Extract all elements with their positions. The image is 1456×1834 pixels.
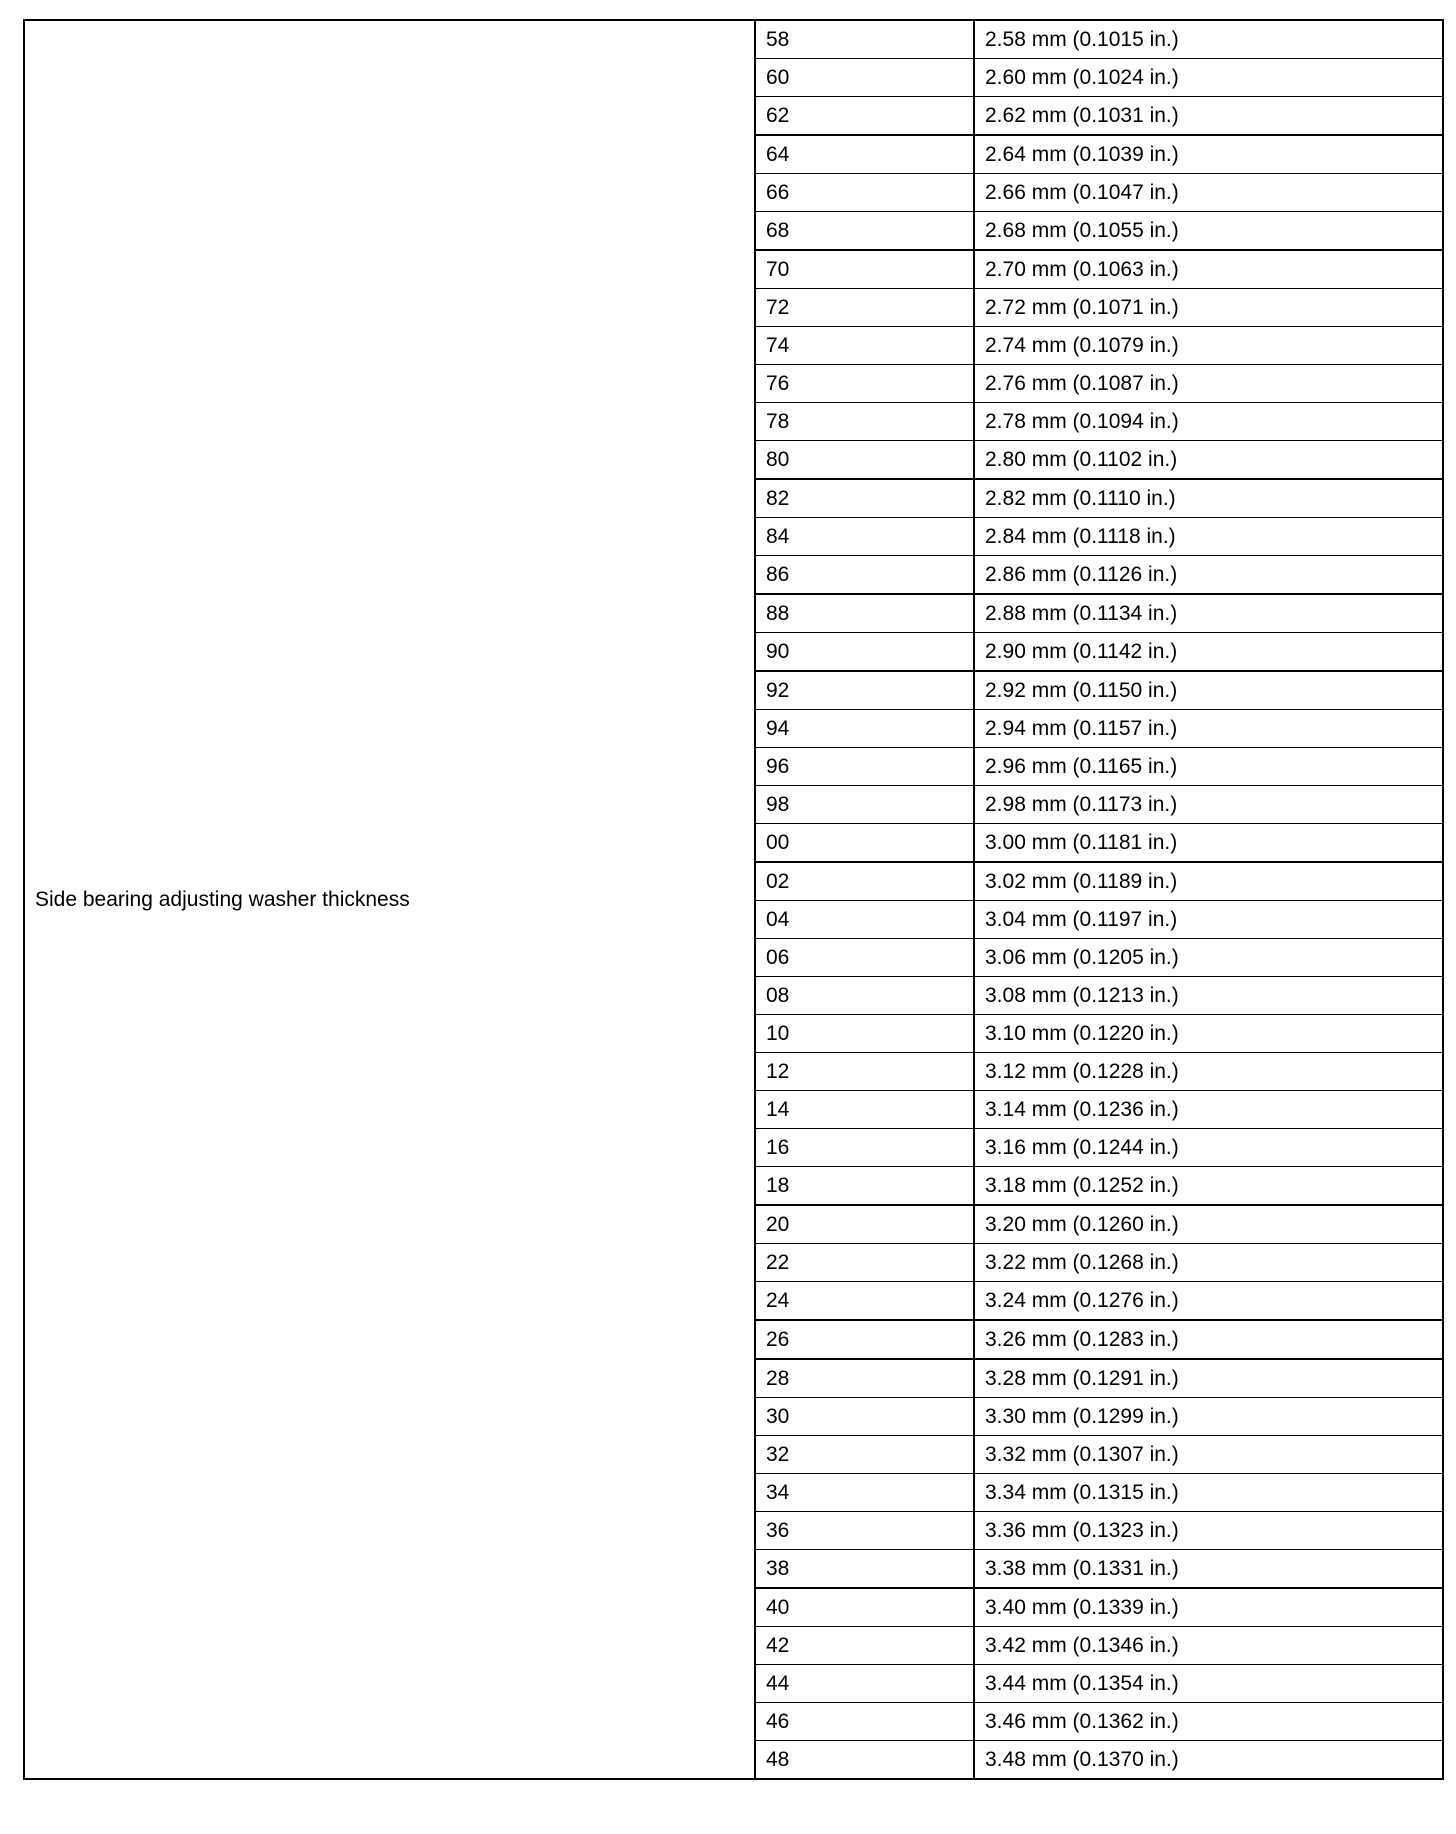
washer-thickness-cell: 2.74 mm (0.1079 in.) — [974, 327, 1443, 365]
washer-thickness-cell: 2.64 mm (0.1039 in.) — [974, 135, 1443, 174]
washer-thickness-cell: 2.76 mm (0.1087 in.) — [974, 365, 1443, 403]
washer-code-cell: 98 — [755, 786, 974, 824]
washer-code-cell: 60 — [755, 59, 974, 97]
washer-code-cell: 10 — [755, 1015, 974, 1053]
washer-thickness-cell: 2.58 mm (0.1015 in.) — [974, 20, 1443, 59]
washer-thickness-cell: 3.48 mm (0.1370 in.) — [974, 1741, 1443, 1780]
washer-thickness-cell: 2.72 mm (0.1071 in.) — [974, 289, 1443, 327]
washer-thickness-cell: 3.30 mm (0.1299 in.) — [974, 1398, 1443, 1436]
washer-code-cell: 38 — [755, 1550, 974, 1589]
washer-thickness-cell: 2.80 mm (0.1102 in.) — [974, 441, 1443, 480]
washer-thickness-cell: 3.34 mm (0.1315 in.) — [974, 1474, 1443, 1512]
washer-code-cell: 62 — [755, 97, 974, 136]
washer-thickness-cell: 2.60 mm (0.1024 in.) — [974, 59, 1443, 97]
washer-thickness-cell: 2.88 mm (0.1134 in.) — [974, 594, 1443, 633]
washer-code-cell: 66 — [755, 174, 974, 212]
washer-code-cell: 90 — [755, 633, 974, 672]
washer-code-cell: 42 — [755, 1627, 974, 1665]
washer-thickness-cell: 3.42 mm (0.1346 in.) — [974, 1627, 1443, 1665]
washer-code-cell: 48 — [755, 1741, 974, 1780]
washer-code-cell: 14 — [755, 1091, 974, 1129]
washer-code-cell: 02 — [755, 862, 974, 901]
washer-thickness-cell: 2.94 mm (0.1157 in.) — [974, 710, 1443, 748]
washer-code-cell: 44 — [755, 1665, 974, 1703]
washer-thickness-cell: 2.70 mm (0.1063 in.) — [974, 250, 1443, 289]
washer-code-cell: 80 — [755, 441, 974, 480]
washer-thickness-cell: 3.14 mm (0.1236 in.) — [974, 1091, 1443, 1129]
washer-code-cell: 96 — [755, 748, 974, 786]
washer-code-cell: 46 — [755, 1703, 974, 1741]
washer-code-cell: 04 — [755, 901, 974, 939]
washer-thickness-cell: 3.20 mm (0.1260 in.) — [974, 1205, 1443, 1244]
washer-code-cell: 40 — [755, 1588, 974, 1627]
washer-thickness-cell: 2.98 mm (0.1173 in.) — [974, 786, 1443, 824]
washer-code-cell: 58 — [755, 20, 974, 59]
washer-code-cell: 78 — [755, 403, 974, 441]
washer-thickness-cell: 3.46 mm (0.1362 in.) — [974, 1703, 1443, 1741]
washer-code-cell: 24 — [755, 1282, 974, 1321]
washer-thickness-cell: 3.00 mm (0.1181 in.) — [974, 824, 1443, 863]
washer-code-cell: 70 — [755, 250, 974, 289]
washer-thickness-cell: 3.32 mm (0.1307 in.) — [974, 1436, 1443, 1474]
washer-code-cell: 12 — [755, 1053, 974, 1091]
washer-thickness-cell: 2.90 mm (0.1142 in.) — [974, 633, 1443, 672]
washer-code-cell: 22 — [755, 1244, 974, 1282]
washer-code-cell: 88 — [755, 594, 974, 633]
washer-thickness-cell: 3.24 mm (0.1276 in.) — [974, 1282, 1443, 1321]
washer-code-cell: 16 — [755, 1129, 974, 1167]
washer-code-cell: 28 — [755, 1359, 974, 1398]
washer-thickness-table — [23, 19, 1444, 1780]
washer-thickness-cell: 3.16 mm (0.1244 in.) — [974, 1129, 1443, 1167]
washer-thickness-cell: 3.28 mm (0.1291 in.) — [974, 1359, 1443, 1398]
washer-code-cell: 08 — [755, 977, 974, 1015]
washer-thickness-cell: 3.44 mm (0.1354 in.) — [974, 1665, 1443, 1703]
washer-thickness-cell: 3.26 mm (0.1283 in.) — [974, 1320, 1443, 1359]
washer-thickness-cell: 3.40 mm (0.1339 in.) — [974, 1588, 1443, 1627]
washer-thickness-cell: 2.82 mm (0.1110 in.) — [974, 479, 1443, 518]
spec-label: Side bearing adjusting washer thickness — [24, 20, 755, 1779]
washer-thickness-cell: 3.36 mm (0.1323 in.) — [974, 1512, 1443, 1550]
washer-code-cell: 30 — [755, 1398, 974, 1436]
washer-thickness-cell: 3.02 mm (0.1189 in.) — [974, 862, 1443, 901]
washer-thickness-cell: 3.12 mm (0.1228 in.) — [974, 1053, 1443, 1091]
washer-code-cell: 32 — [755, 1436, 974, 1474]
washer-code-cell: 20 — [755, 1205, 974, 1244]
washer-thickness-cell: 2.92 mm (0.1150 in.) — [974, 671, 1443, 710]
washer-code-cell: 84 — [755, 518, 974, 556]
washer-code-cell: 72 — [755, 289, 974, 327]
washer-thickness-cell: 2.66 mm (0.1047 in.) — [974, 174, 1443, 212]
washer-thickness-cell: 2.78 mm (0.1094 in.) — [974, 403, 1443, 441]
washer-thickness-cell: 2.84 mm (0.1118 in.) — [974, 518, 1443, 556]
washer-thickness-cell: 3.10 mm (0.1220 in.) — [974, 1015, 1443, 1053]
washer-code-cell: 00 — [755, 824, 974, 863]
washer-thickness-cell: 2.96 mm (0.1165 in.) — [974, 748, 1443, 786]
washer-code-cell: 34 — [755, 1474, 974, 1512]
washer-code-cell: 18 — [755, 1167, 974, 1206]
washer-thickness-cell: 2.86 mm (0.1126 in.) — [974, 556, 1443, 595]
washer-code-cell: 06 — [755, 939, 974, 977]
washer-thickness-cell: 3.08 mm (0.1213 in.) — [974, 977, 1443, 1015]
washer-code-cell: 26 — [755, 1320, 974, 1359]
washer-code-cell: 74 — [755, 327, 974, 365]
washer-thickness-cell: 2.62 mm (0.1031 in.) — [974, 97, 1443, 136]
table-row — [24, 20, 1443, 59]
washer-thickness-cell: 3.04 mm (0.1197 in.) — [974, 901, 1443, 939]
washer-code-cell: 86 — [755, 556, 974, 595]
washer-code-cell: 92 — [755, 671, 974, 710]
washer-code-cell: 76 — [755, 365, 974, 403]
washer-thickness-cell: 2.68 mm (0.1055 in.) — [974, 212, 1443, 251]
washer-code-cell: 94 — [755, 710, 974, 748]
washer-thickness-cell: 3.06 mm (0.1205 in.) — [974, 939, 1443, 977]
washer-thickness-cell: 3.38 mm (0.1331 in.) — [974, 1550, 1443, 1589]
washer-code-cell: 82 — [755, 479, 974, 518]
washer-code-cell: 36 — [755, 1512, 974, 1550]
washer-thickness-cell: 3.22 mm (0.1268 in.) — [974, 1244, 1443, 1282]
table-body — [24, 20, 1443, 1779]
washer-code-cell: 68 — [755, 212, 974, 251]
washer-thickness-cell: 3.18 mm (0.1252 in.) — [974, 1167, 1443, 1206]
washer-code-cell: 64 — [755, 135, 974, 174]
